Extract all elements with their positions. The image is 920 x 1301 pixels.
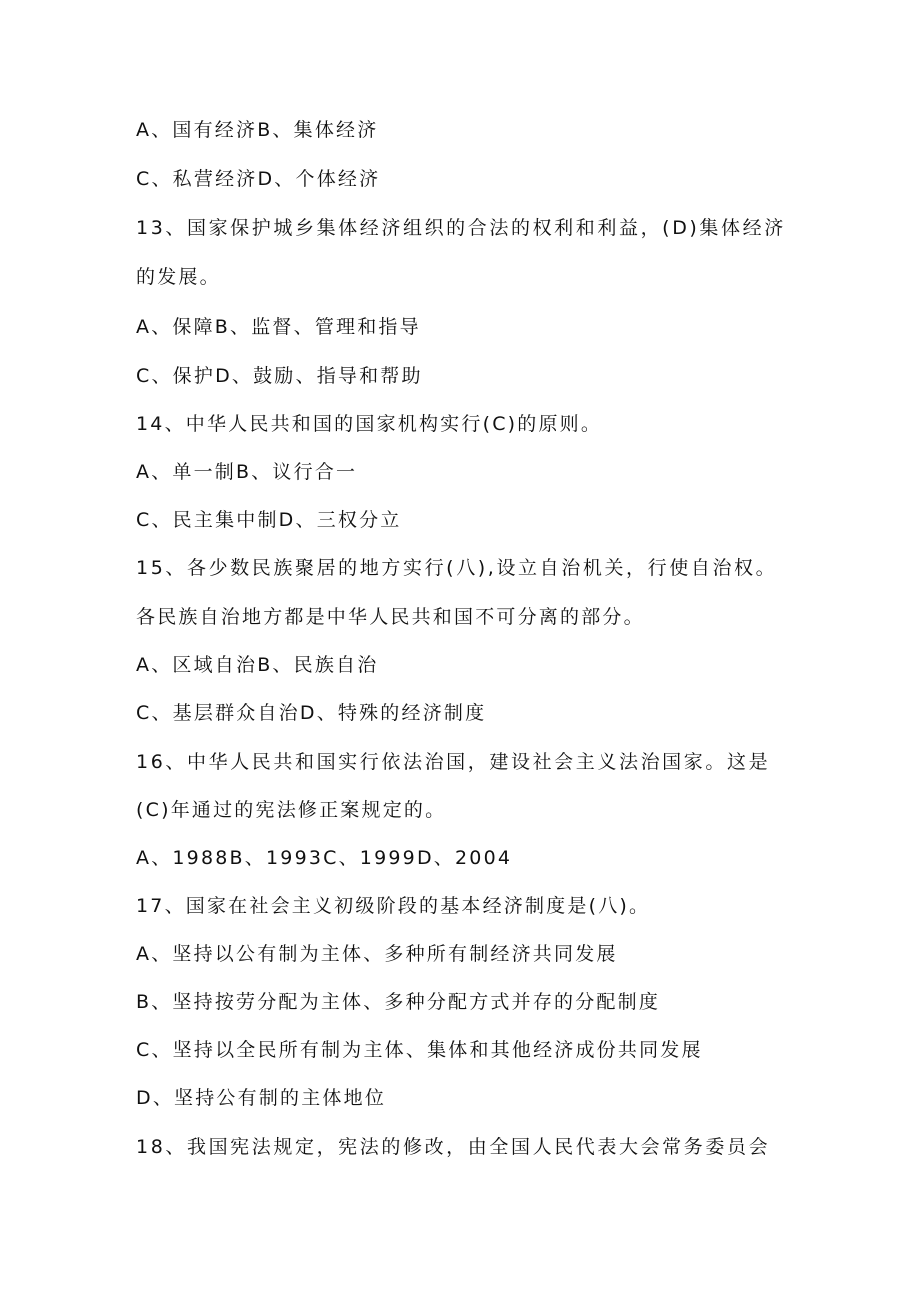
question-15: 15、各少数民族聚居的地方实行(八),设立自治机关，行使自治权。 bbox=[136, 557, 778, 579]
question-15-cont: 各民族自治地方都是中华人民共和国不可分离的部分。 bbox=[136, 606, 645, 628]
option-line: C、坚持以全民所有制为主体、集体和其他经济成份共同发展 bbox=[136, 1039, 703, 1061]
option-line: C、保护D、鼓励、指导和帮助 bbox=[136, 365, 423, 387]
question-13-cont: 的发展。 bbox=[136, 266, 221, 288]
option-line: C、私营经济D、个体经济 bbox=[136, 168, 381, 190]
question-17: 17、国家在社会主义初级阶段的基本经济制度是(八)。 bbox=[136, 895, 651, 917]
option-line: A、单一制B、议行合一 bbox=[136, 461, 358, 483]
option-line: A、保障B、监督、管理和指导 bbox=[136, 316, 421, 338]
question-16-cont: (C)年通过的宪法修正案规定的。 bbox=[136, 799, 447, 821]
option-line: A、国有经济B、集体经济 bbox=[136, 119, 379, 141]
option-line: B、坚持按劳分配为主体、多种分配方式并存的分配制度 bbox=[136, 991, 661, 1013]
option-line: A、区域自治B、民族自治 bbox=[136, 654, 379, 676]
option-line: D、坚持公有制的主体地位 bbox=[136, 1087, 387, 1109]
option-line: A、1988B、1993C、1999D、2004 bbox=[136, 847, 513, 869]
option-line: C、民主集中制D、三权分立 bbox=[136, 509, 402, 531]
question-18: 18、我国宪法规定，宪法的修改，由全国人民代表大会常务委员会 bbox=[136, 1136, 771, 1158]
question-14: 14、中华人民共和国的国家机构实行(C)的原则。 bbox=[136, 413, 603, 435]
option-line: A、坚持以公有制为主体、多种所有制经济共同发展 bbox=[136, 943, 618, 965]
question-16: 16、中华人民共和国实行依法治国，建设社会主义法治国家。这是 bbox=[136, 751, 771, 773]
option-line: C、基层群众自治D、特殊的经济制度 bbox=[136, 702, 487, 724]
question-13: 13、国家保护城乡集体经济组织的合法的权利和利益，(D)集体经济 bbox=[136, 217, 786, 239]
